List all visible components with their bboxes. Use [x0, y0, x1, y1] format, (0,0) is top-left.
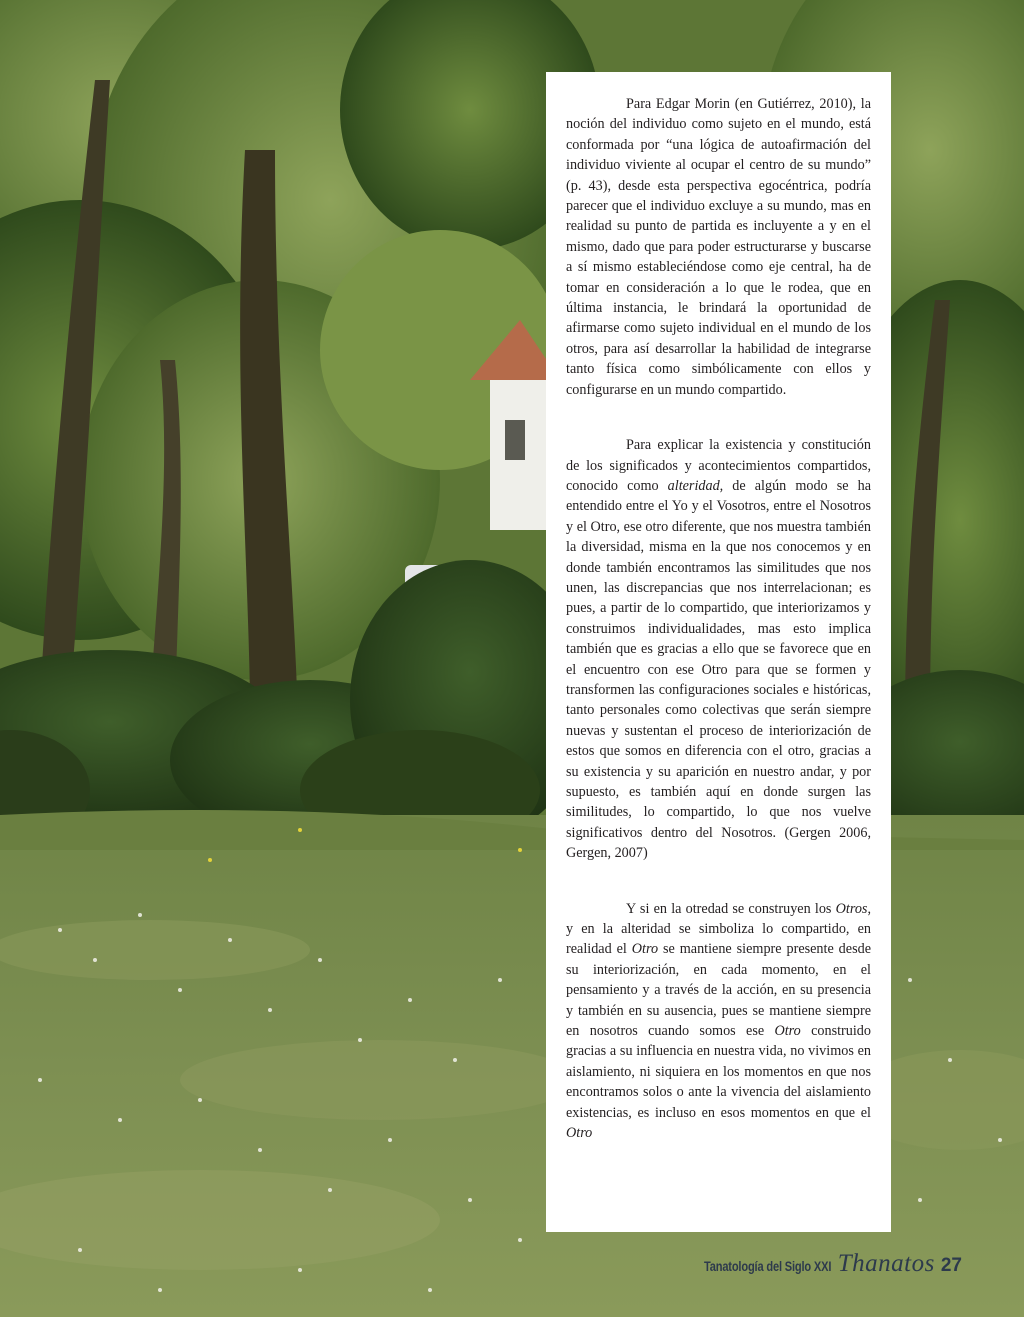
- text-segment: de algún modo se ha entendido entre el Yo y el Vosotros, entre el Nosotros y el Otro, ese otro diferente, que nos muestra también la diversidad, misma en la que nos conocemos y en donde también encontramos las similitudes que nos unen, las discrepancias que nos interrelacionan; es pues, a partir de lo compartido, que interiorizamos y construimos individualidades, mas esto implica también que es gracias a ello que se favorece que en el encuentro con ese Otro para que se formen y transformen las configuraciones sociales e históricas, tanto personales como colectivas que serán siempre nuevas y sustentan el proceso de interiorización de estos que somos en diferencia con el otro, gracias a su existencia y su aparición en nuestro andar, y por supuesto, es también aquí en donde surgen las similitudes, lo compartido, lo que nos vuelve significativos dentro del Nosotros. (Gergen 2006, Gergen, 2007): [566, 477, 871, 862]
- text-segment: Y si en la otredad se construyen los: [626, 900, 836, 917]
- text-segment: Para Edgar Morin (en Gutiérrez, 2010), la noción del individuo como sujeto en el mundo, está conformada por “una lógica de autoafirmación del individuo viviente al ocupar el centro de su mundo” (p. 43), desde esta perspectiva egocéntrica, podría parecer que el individuo excluye a su mundo, mas en realidad su punto de partida es incluyente a y en el mismo, dado que para poder estructurarse y buscarse a sí mismo estableciéndose como eje central, ha de tomar en consideración a lo que le rodea, que en última instancia, le brindará la oportunidad de afirmarse como sujeto individual en el mundo de los otros, para así desarrollar la habilidad de integrarse tanto física como simbólicamente con ellos y configurarse en un mundo compartido.: [566, 96, 871, 398]
- page-footer: [676, 1250, 962, 1280]
- paragraph-2: [566, 435, 871, 864]
- magazine-title: Tanatología del Siglo XXI: [704, 1259, 832, 1274]
- page-number: 27: [940, 1255, 962, 1276]
- text-segment: construido gracias a su influencia en nuestra vida, no vivimos en aislamiento, ni siquiera en los momentos en que nos encontramos solos o ante la vivencia del aislamiento existencias, es incluso en esos momentos en que el: [566, 1023, 871, 1121]
- paragraph-3: [566, 899, 871, 1144]
- italic-term: Otros: [835, 900, 868, 917]
- italic-term: Otro: [566, 1125, 593, 1142]
- paragraph-1: [566, 94, 871, 400]
- brand-logo: Thanatos: [837, 1250, 935, 1277]
- text-segment: Para explicar la existencia y constitución de los significados y acontecimientos compartidos, conocido como: [566, 437, 871, 494]
- italic-term: Otro: [774, 1023, 801, 1040]
- italic-term: Otro: [631, 941, 659, 958]
- italic-term: alteridad,: [667, 477, 724, 494]
- article-text-panel: [546, 72, 891, 1232]
- text-segment: se mantiene siempre presente desde su interiorización, en cada momento, en el pensamiento y a través de la acción, en su presencia y también en su ausencia, pues se mantiene siempre en nosotros cuando somos ese: [566, 941, 871, 1040]
- text-segment: , y en la alteridad se simboliza lo compartido, en realidad el: [566, 900, 871, 958]
